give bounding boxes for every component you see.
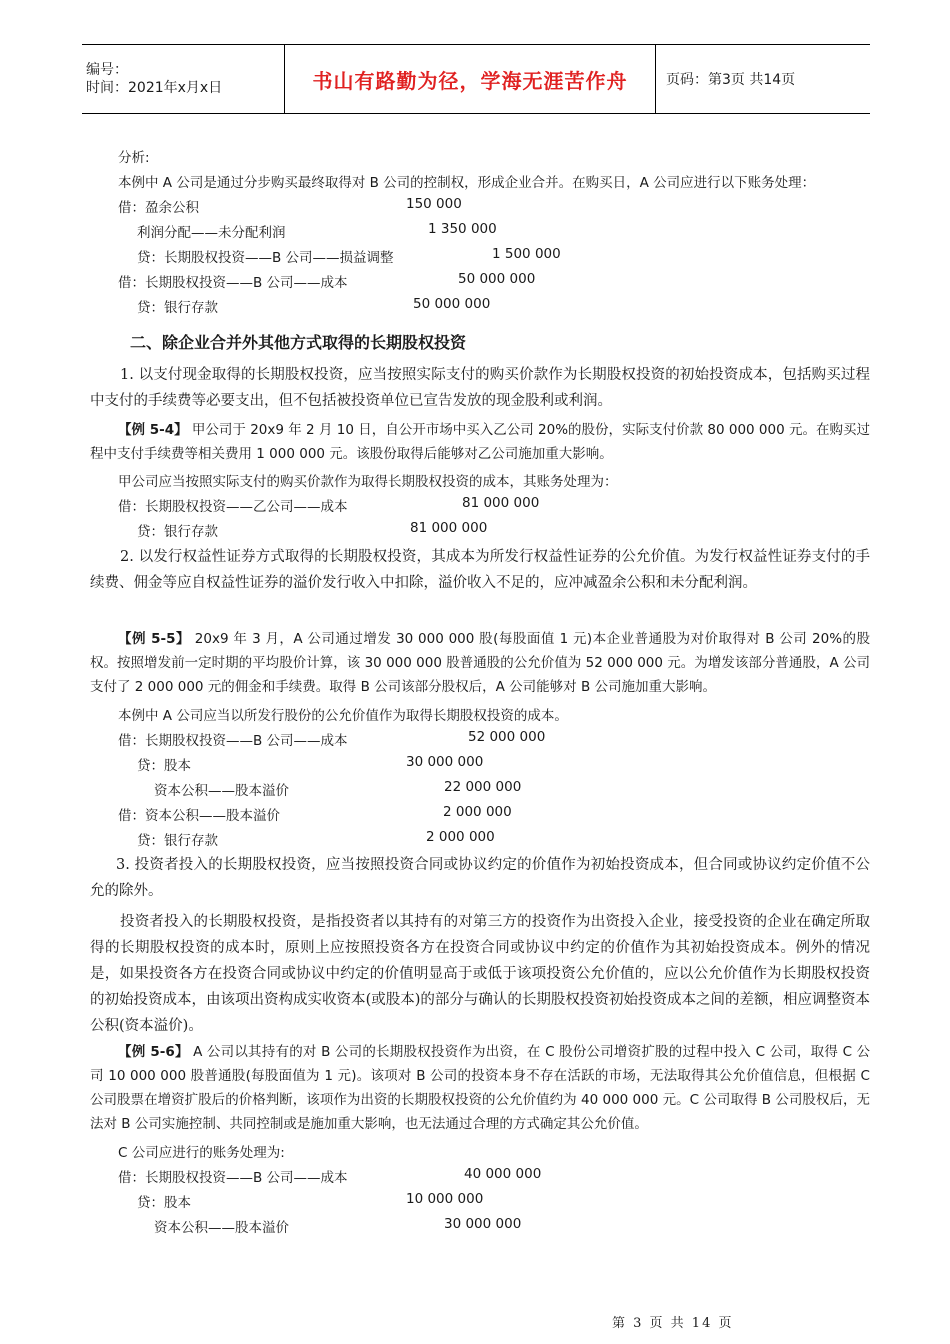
journal-account: 借：长期股权投资——B 公司——成本 bbox=[118, 275, 348, 291]
journal-amount: 1 500 000 bbox=[492, 246, 561, 262]
page-header bbox=[82, 44, 870, 114]
journal-amount: 50 000 000 bbox=[413, 296, 491, 312]
example-text: 20x9 年 3 月，A 公司通过增发 30 000 000 股(每股面值 1 元)本企业普通股为对价取得对 B 公司 20%的股权。按照增发前一定时期的平均股价计算，该 30 000 000 股普通股的公允价值为 52 000 000 元。为增发该部分普通股，A 公司支付了 2 000 000 元的佣金和手续费。取得 B 公司该部分股权后，A 公司能够对 B 公司施加重大影响。 bbox=[90, 631, 870, 695]
journal-amount: 2 000 000 bbox=[426, 829, 495, 845]
journal-account: 贷：股本 bbox=[137, 1195, 191, 1211]
example-text: 甲公司于 20x9 年 2 月 10 日，自公开市场中买入乙公司 20%的股份，实际支付价款 80 000 000 元。在购买过程中支付手续费等相关费用 1 000 000 元。该股份取得后能够对乙公司施加重大影响。 bbox=[90, 422, 870, 462]
page-footer: 第 3 页 共 14 页 bbox=[612, 1316, 734, 1331]
example-5-6 bbox=[90, 1040, 870, 1136]
journal-account: 贷：银行存款 bbox=[137, 833, 218, 849]
header-time-label: 时间：2021年x月x日 bbox=[86, 80, 223, 96]
journal-account: 利润分配——未分配利润 bbox=[137, 225, 286, 241]
header-page-label: 页码：第3页 共14页 bbox=[656, 45, 871, 114]
header-meta bbox=[82, 45, 285, 114]
journal-amount: 30 000 000 bbox=[406, 754, 484, 770]
journal-account: 借：长期股权投资——B 公司——成本 bbox=[118, 1170, 348, 1186]
paragraph-investor-contribution: 3. 投资者投入的长期股权投资，应当按照投资合同或协议约定的价值作为初始投资成本，但合同或协议约定价值不公允的除外。 bbox=[90, 857, 870, 899]
example-tag: 【例 5-4】 bbox=[118, 422, 188, 438]
example-5-5 bbox=[90, 627, 870, 699]
journal-amount: 2 000 000 bbox=[443, 804, 512, 820]
example-note: C 公司应进行的账务处理为: bbox=[118, 1145, 285, 1161]
analysis-intro: 本例中 A 公司是通过分步购买最终取得对 B 公司的控制权，形成企业合并。在购买日，A 公司应进行以下账务处理： bbox=[118, 175, 816, 191]
journal-amount: 81 000 000 bbox=[410, 520, 488, 536]
journal-amount: 1 350 000 bbox=[428, 221, 497, 237]
journal-account: 借：长期股权投资——乙公司——成本 bbox=[118, 499, 348, 515]
paragraph-equity-issuance: 2. 以发行权益性证券方式取得的长期股权投资，其成本为所发行权益性证券的公允价值。为发行权益性证券支付的手续费、佣金等应自权益性证券的溢价发行收入中扣除，溢价收入不足的，应冲减盈余公积和未分配利润。 bbox=[90, 549, 870, 591]
journal-amount: 40 000 000 bbox=[464, 1166, 542, 1182]
header-number-label: 编号： bbox=[86, 62, 128, 78]
section-heading: 二、除企业合并外其他方式取得的长期股权投资 bbox=[130, 333, 467, 352]
journal-account: 贷：长期股权投资——B 公司——损益调整 bbox=[137, 250, 394, 266]
example-5-4 bbox=[90, 418, 870, 466]
header-motto: 书山有路勤为径，学海无涯苦作舟 bbox=[285, 45, 656, 114]
journal-amount: 30 000 000 bbox=[444, 1216, 522, 1232]
journal-amount: 52 000 000 bbox=[468, 729, 546, 745]
journal-amount: 150 000 bbox=[406, 196, 462, 212]
journal-account: 贷：股本 bbox=[137, 758, 191, 774]
journal-account: 贷：银行存款 bbox=[137, 300, 218, 316]
example-text: A 公司以其持有的对 B 公司的长期股权投资作为出资，在 C 股份公司增资扩股的过程中投入 C 公司，取得 C 公司 10 000 000 股普通股(每股面值为 1 元)。该项对 B 公司的投资本身不存在活跃的市场，无法取得其公允价值信息，但根据 C 公司股票在增资扩股后的价格判断，该项作为出资的长期股权投资的公允价值约为 40 000 000 元。C 公司取得 B 公司股权后，无法对 B 公司实施控制、共同控制或是施加重大影响，也无法通过合理的方式确定其公允价值。 bbox=[90, 1044, 871, 1132]
example-tag: 【例 5-6】 bbox=[118, 1044, 189, 1060]
analysis-label: 分析: bbox=[118, 150, 150, 166]
paragraph-cash-acquisition: 1. 以支付现金取得的长期股权投资，应当按照实际支付的购买价款作为长期股权投资的初始投资成本，包括购买过程中支付的手续费等必要支出，但不包括被投资单位已宣告发放的现金股利或利润。 bbox=[90, 367, 870, 409]
journal-amount: 10 000 000 bbox=[406, 1191, 484, 1207]
journal-amount: 81 000 000 bbox=[462, 495, 540, 511]
journal-account: 借：资本公积——股本溢价 bbox=[118, 808, 280, 824]
journal-account: 借：盈余公积 bbox=[118, 200, 199, 216]
paragraph-contribution-detail: 投资者投入的长期股权投资，是指投资者以其持有的对第三方的投资作为出资投入企业，接受投资的企业在确定所取得的长期股权投资的成本时，原则上应按照投资各方在投资合同或协议中约定的价值作为其初始投资成本。例外的情况是，如果投资各方在投资合同或协议中约定的价值明显高于或低于该项投资公允价值的，应以公允价值作为长期股权投资的初始投资成本，由该项出资构成实收资本(或股本)的部分与确认的长期股权投资初始投资成本之间的差额，相应调整资本公积(资本溢价)。 bbox=[90, 914, 870, 1034]
example-note: 甲公司应当按照实际支付的购买价款作为取得长期股权投资的成本，其账务处理为： bbox=[118, 474, 618, 490]
example-tag: 【例 5-5】 bbox=[118, 631, 191, 647]
journal-account: 贷：银行存款 bbox=[137, 524, 218, 540]
journal-account: 借：长期股权投资——B 公司——成本 bbox=[118, 733, 348, 749]
example-note: 本例中 A 公司应当以所发行股份的公允价值作为取得长期股权投资的成本。 bbox=[118, 708, 568, 724]
journal-amount: 50 000 000 bbox=[458, 271, 536, 287]
journal-account: 资本公积——股本溢价 bbox=[154, 1220, 289, 1236]
journal-account: 资本公积——股本溢价 bbox=[154, 783, 289, 799]
journal-amount: 22 000 000 bbox=[444, 779, 522, 795]
